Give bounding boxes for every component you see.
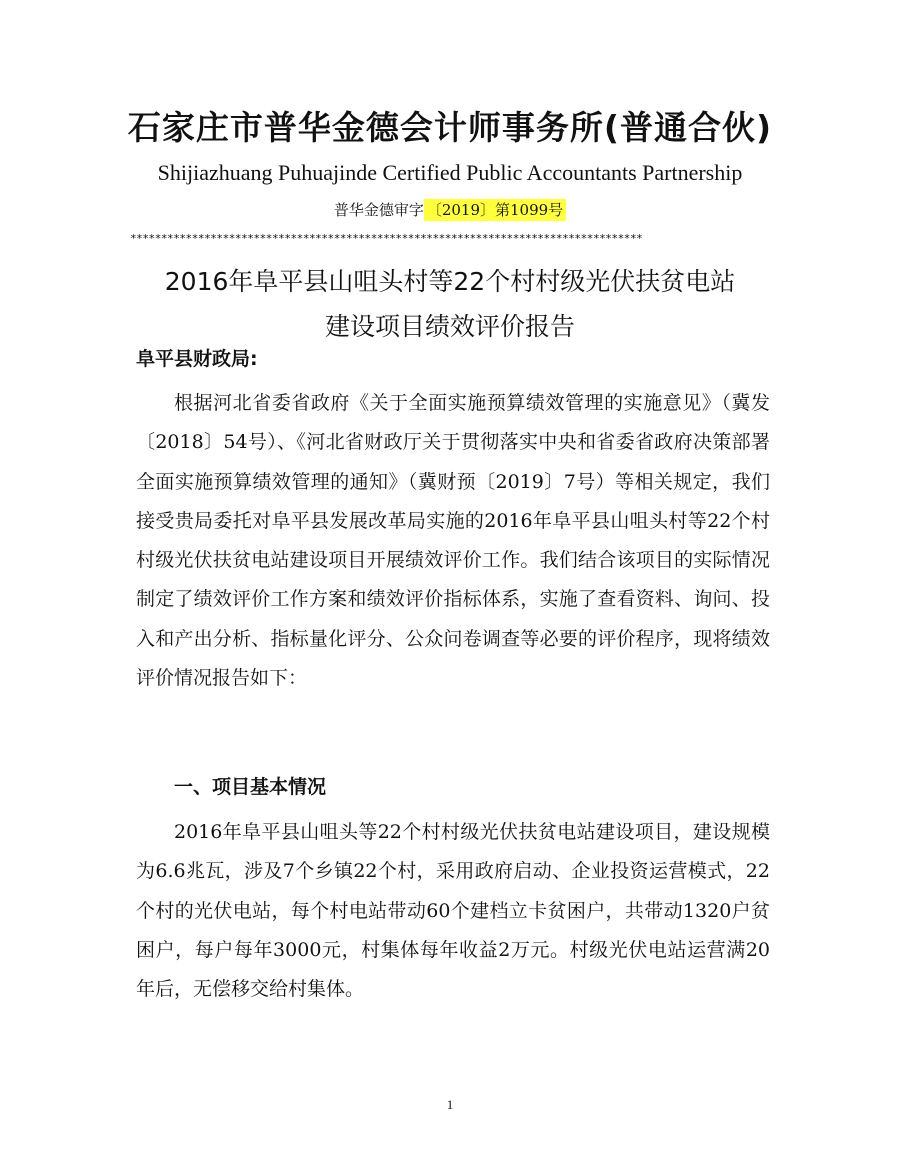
document-number-prefix: 普华金德审字 [333, 201, 424, 219]
page-number: 1 [446, 1097, 454, 1112]
report-title-line-2: 建设项目绩效评价报告 [324, 312, 575, 341]
body-paragraph: 2016年阜平县山咀头等22个村村级光伏扶贫电站建设项目，建设规模为6.6兆瓦，涉及7个乡镇22个村，采用政府启动、企业投资运营模式，22个村的光伏电站，每个村电站带动60个建档立卡贫困户，共带动1320户贫困户，每户每年3000元，村集体每年收益2万元。村级光伏电站运营满20年后，无偿移交给村集体。 [136, 821, 770, 1001]
document-number [0, 197, 900, 223]
section-heading: 一、项目基本情况 [174, 776, 327, 798]
firm-name-english: Shijiazhuang Puhuajinde Certified Public Accountants Partnership [157, 160, 743, 185]
report-title-line-1: 2016年阜平县山咀头村等22个村村级光伏扶贫电站 [164, 267, 736, 296]
addressee: 阜平县财政局: [136, 348, 258, 370]
document-number-highlight: 〔2019〕第1099号 [424, 199, 566, 221]
firm-name: 石家庄市普华金德会计师事务所(普通合伙) [127, 108, 773, 147]
separator-line: *********************************************************************************** [130, 232, 643, 245]
body-paragraph: 根据河北省委省政府《关于全面实施预算绩效管理的实施意见》（冀发〔2018〕54号）、《河北省财政厅关于贯彻落实中央和省委省政府决策部署全面实施预算绩效管理的通知》（冀财预〔2019〕7号）等相关规定，我们接受贵局委托对阜平县发展改革局实施的2016年阜平县山咀头村等22个村村级光伏扶贫电站建设项目开展绩效评价工作。我们结合该项目的实际情况制定了绩效评价工作方案和绩效评价指标体系，实施了查看资料、询问、投入和产出分析、指标量化评分、公众问卷调查等必要的评价程序，现将绩效评价情况报告如下： [136, 392, 770, 690]
